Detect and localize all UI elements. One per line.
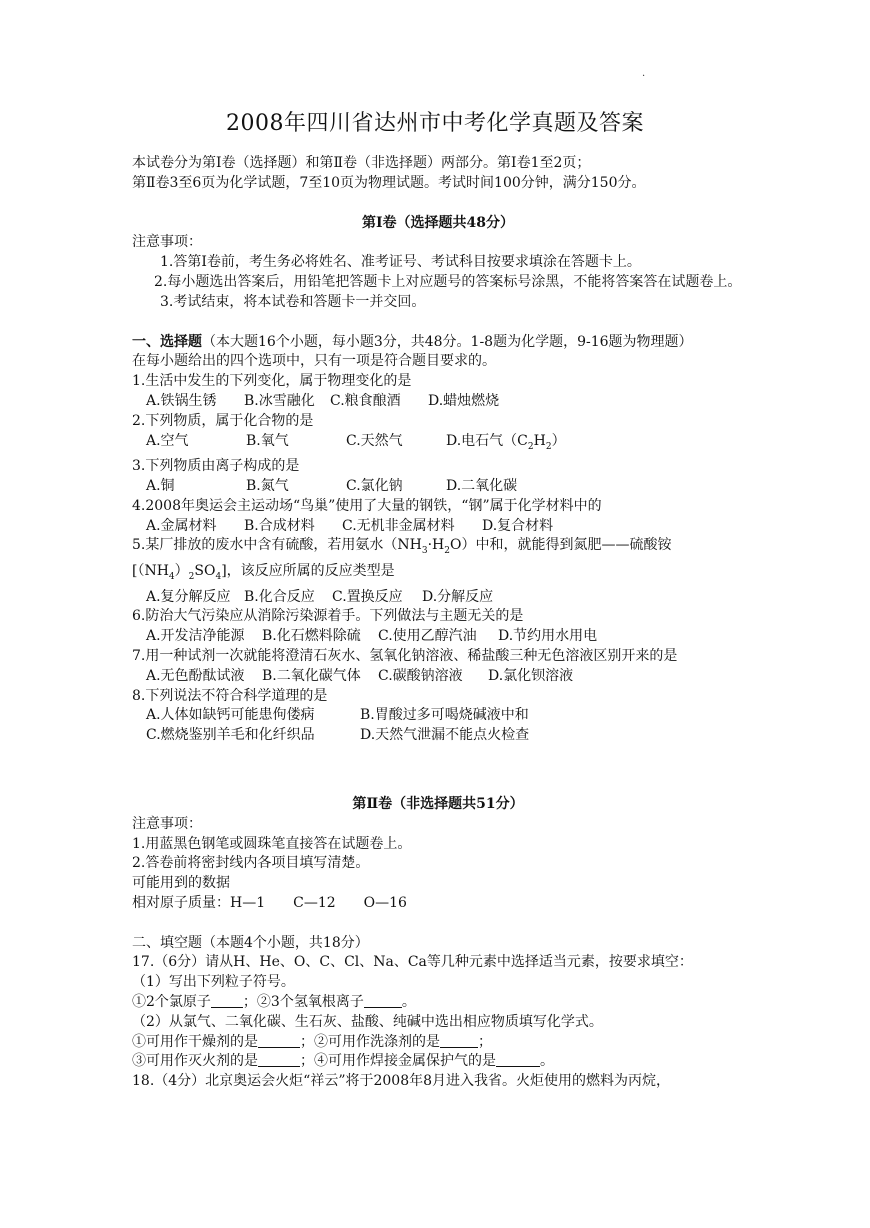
q7-stem: 7.用一种试剂一次就能将澄清石灰水、氢氧化钠溶液、稀盐酸三种无色溶液区别开来的是 xyxy=(132,647,678,664)
q17-part1: （1）写出下列粒子符号。 xyxy=(132,974,295,991)
q3-option-d: D.二氧化碳 xyxy=(446,477,518,494)
q17-part2-blanks-2: ③可用作灭火剂的是 ；④可用作焊接金属保护气的是 。 xyxy=(132,1053,554,1070)
section1-label: 一、选择题 xyxy=(132,333,202,350)
page-title: 2008年四川省达州市中考化学真题及答案 xyxy=(226,111,644,136)
q17-part2-blanks-1: ①可用作干燥剂的是 ；②可用作洗涤剂的是 ； xyxy=(132,1033,492,1050)
q2-option-c: C.天然气 xyxy=(346,432,403,449)
answer-blank[interactable] xyxy=(364,993,402,1008)
q4-options xyxy=(132,517,744,537)
q5-stem-line2: $[(NH_4)_2SO_4]$，该反应所属的反应类型是 xyxy=(132,562,395,582)
section2-heading: 二、填空题（本题4个小题，共18分） xyxy=(132,934,369,951)
part2-notice-title: 注意事项： xyxy=(132,815,202,832)
q2-option-a: A.空气 xyxy=(146,432,189,449)
q6-options xyxy=(132,627,744,647)
part1-notice-title: 注意事项： xyxy=(132,234,202,251)
q8-option-a: A.人体如缺钙可能患佝偻病 xyxy=(146,707,315,724)
q8-option-b: B.胃酸过多可喝烧碱液中和 xyxy=(360,707,529,724)
q7-option-a: A.无色酚酞试液 xyxy=(146,667,245,684)
data-title: 可能用到的数据 xyxy=(132,875,230,892)
part2-notice-1: 1.用蓝黑色钢笔或圆珠笔直接答在试题卷上。 xyxy=(132,835,412,852)
q6-option-c: C.使用乙醇汽油 xyxy=(378,628,477,645)
q4-stem: 4.2008年奥运会主运动场“鸟巢”使用了大量的钢铁，“钢”属于化学材料中的 xyxy=(132,497,602,514)
intro-line-1: 本试卷分为第Ⅰ卷（选择题）和第Ⅱ卷（非选择题）两部分。第Ⅰ卷1至2页； xyxy=(132,155,591,171)
part1-notice-2 xyxy=(132,273,744,293)
document-body xyxy=(132,154,744,1092)
q4-option-a: A.金属材料 xyxy=(146,517,217,534)
part1-notice-3: 3.考试结束，将本试卷和答题卡一并交回。 xyxy=(160,293,426,310)
q5-stem: 5.某厂排放的废水中含有硫酸，若用氨水$(NH_3\cdot H_2O)$中和，就能得到氮肥——硫酸铵 xyxy=(132,537,672,557)
q6-option-b: B.化石燃料除硫 xyxy=(262,628,361,645)
q5-options xyxy=(132,588,744,608)
q3-option-a: A.铜 xyxy=(146,477,175,494)
intro-line-2: 第Ⅱ卷3至6页为化学试题，7至10页为物理试题。考试时间100分钟，满分150分。 xyxy=(132,174,646,191)
q6-option-a: A.开发洁净能源 xyxy=(146,628,245,645)
q3-option-c: C.氯化钠 xyxy=(346,477,403,494)
answer-blank[interactable] xyxy=(211,993,243,1008)
section1-line2: 在每小题给出的四个选项中，只有一项是符合题目要求的。 xyxy=(132,353,496,370)
q7-options xyxy=(132,667,744,687)
q4-option-d: D.复合材料 xyxy=(482,517,554,534)
q5-option-b: B.化合反应 xyxy=(244,588,315,605)
q8-option-c: C.燃烧鉴别羊毛和化纤织品 xyxy=(146,727,315,744)
q2-stem: 2.下列物质，属于化合物的是 xyxy=(132,412,314,429)
q5-option-d: D.分解反应 xyxy=(422,588,494,605)
q1-stem: 1.生活中发生的下列变化，属于物理变化的是 xyxy=(132,373,412,390)
section1-heading xyxy=(132,333,744,353)
q3-stem: 3.下列物质由离子构成的是 xyxy=(132,458,300,475)
header-dot: . xyxy=(642,68,646,79)
q5-option-c: C.置换反应 xyxy=(332,588,403,605)
q17-stem: 17.（6分）请从H、He、O、C、Cl、Na、Ca等几种元素中选择适当元素，按要求填空： xyxy=(132,954,693,971)
q8-option-d: D.天然气泄漏不能点火检查 xyxy=(360,727,530,744)
q1-option-d: D.蜡烛燃烧 xyxy=(428,392,500,409)
q2-option-b: B.氧气 xyxy=(246,432,289,449)
q17-part1-blanks: ①2个氯原子 ；②3个氢氧根离子 。 xyxy=(132,994,416,1011)
part1-heading: 第Ⅰ卷（选择题共48分） xyxy=(361,214,515,231)
answer-blank[interactable] xyxy=(258,1033,300,1048)
q1-options xyxy=(132,392,744,412)
q1-option-a: A.铁锅生锈 xyxy=(146,392,217,409)
q3-option-b: B.氮气 xyxy=(246,477,289,494)
q4-option-b: B.合成材料 xyxy=(244,517,315,534)
q2-option-d: D.电石气$(C_2H_2)$ xyxy=(446,432,566,452)
q7-option-d: D.氯化钡溶液 xyxy=(488,667,574,684)
part2-notice-2: 2.答卷前将密封线内各项目填写清楚。 xyxy=(132,855,370,872)
atomic-mass: 相对原子质量：H—1 C—12 O—16 xyxy=(132,894,407,911)
q5-option-a: A.复分解反应 xyxy=(146,588,231,605)
q7-option-c: C.碳酸钠溶液 xyxy=(378,667,463,684)
part2-heading: 第Ⅱ卷（非选择题共51分） xyxy=(352,795,524,812)
q8-options-row1 xyxy=(132,706,744,726)
q17-part2: （2）从氯气、二氧化碳、生石灰、盐酸、纯碱中选出相应物质填写化学式。 xyxy=(132,1013,603,1030)
answer-blank[interactable] xyxy=(496,1052,540,1067)
q1-option-b: B.冰雪融化 xyxy=(244,392,315,409)
section1-desc: （本大题16个小题，每小题3分，共48分。1-8题为化学题，9-16题为物理题） xyxy=(202,333,693,350)
q7-option-b: B.二氧化碳气体 xyxy=(262,667,361,684)
q4-option-c: C.无机非金属材料 xyxy=(342,517,455,534)
part1-notice-2-text: 2.每小题选出答案后，用铅笔把答题卡上对应题号的答案标号涂黑，不能将答案答在试题卷上。 xyxy=(154,273,742,290)
q8-options-row2 xyxy=(132,726,744,746)
q18-stem: 18.（4分）北京奥运会火炬“祥云”将于2008年8月进入我省。火炬使用的燃料为丙烷， xyxy=(132,1073,671,1090)
q2-options xyxy=(132,432,744,458)
part1-notice-1: 1.答第Ⅰ卷前，考生务必将姓名、准考证号、考试科目按要求填涂在答题卡上。 xyxy=(160,254,641,271)
q3-options xyxy=(132,477,744,497)
answer-blank[interactable] xyxy=(440,1033,478,1048)
q6-option-d: D.节约用水用电 xyxy=(498,628,598,645)
answer-blank[interactable] xyxy=(258,1052,300,1067)
q6-stem: 6.防治大气污染应从消除污染源着手。下列做法与主题无关的是 xyxy=(132,608,524,625)
q8-stem: 8.下列说法不符合科学道理的是 xyxy=(132,687,328,704)
q1-option-c: C.粮食酿酒 xyxy=(330,392,401,409)
